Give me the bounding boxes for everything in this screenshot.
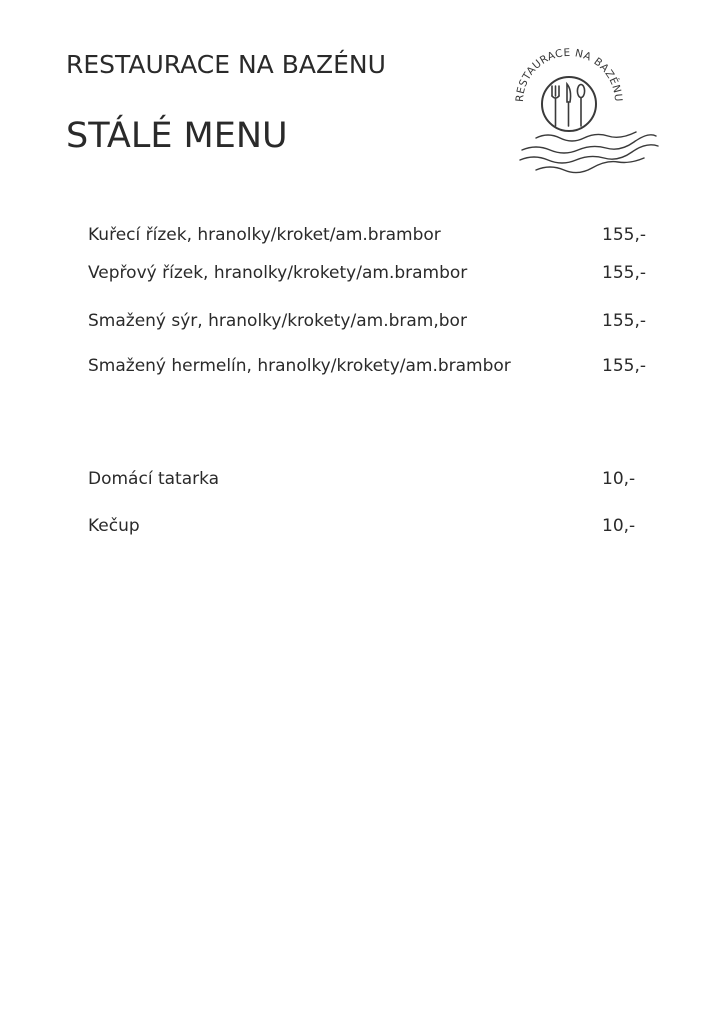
item-name: Kuřecí řízek, hranolky/kroket/am.brambor	[88, 225, 441, 245]
menu-item	[88, 222, 648, 248]
spoon-icon	[577, 85, 584, 127]
item-price: 155,-	[602, 263, 646, 283]
fork-icon	[552, 86, 559, 126]
restaurant-name: RESTAURACE NA BAZÉNU	[66, 50, 386, 79]
item-price: 155,-	[602, 356, 646, 376]
menu-item	[88, 308, 648, 334]
item-price: 155,-	[602, 311, 646, 331]
logo-graphic	[506, 36, 666, 186]
item-price: 10,-	[602, 516, 636, 536]
item-name: Smažený hermelín, hranolky/krokety/am.brambor	[88, 356, 511, 376]
item-name: Kečup	[88, 516, 140, 536]
waves-icon	[520, 132, 658, 173]
menu-item	[88, 353, 648, 379]
item-name: Smažený sýr, hranolky/krokety/am.bram,bor	[88, 311, 467, 331]
item-price: 155,-	[602, 225, 646, 245]
item-name: Vepřový řízek, hranolky/krokety/am.brambor	[88, 263, 468, 283]
menu-item	[88, 260, 648, 286]
knife-icon	[567, 84, 571, 126]
menu-item	[88, 466, 648, 492]
item-price: 10,-	[602, 469, 636, 489]
item-name: Domácí tatarka	[88, 469, 220, 489]
restaurant-logo	[506, 36, 666, 186]
logo-text-path: RESTAURACE NA BAZÉNU	[513, 46, 625, 103]
menu-item	[88, 513, 648, 539]
logo-text	[514, 47, 624, 103]
page-title: STÁLÉ MENU	[66, 116, 288, 156]
